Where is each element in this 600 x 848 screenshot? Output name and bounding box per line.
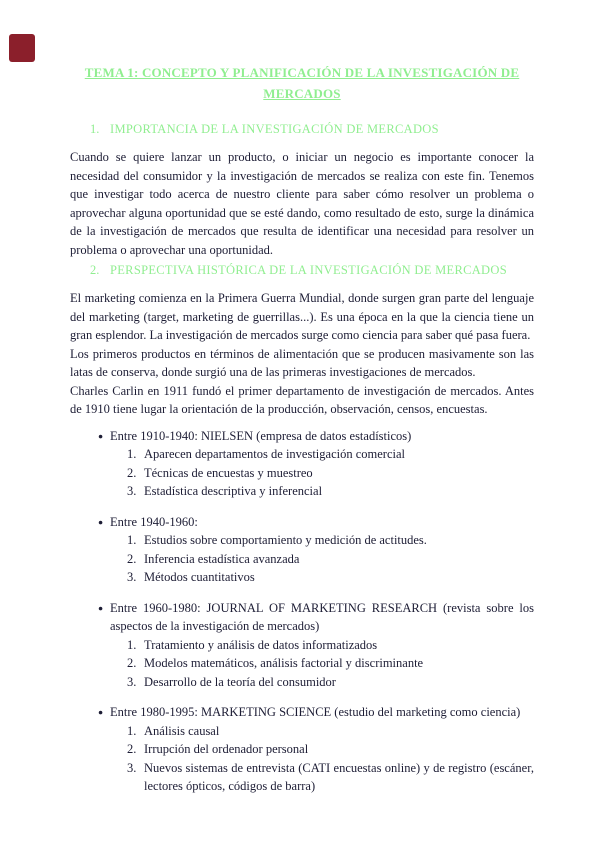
item-text: Modelos matemáticos, análisis factorial y discriminante [144, 656, 424, 670]
numbered-item [70, 654, 534, 673]
item-text: Análisis causal [144, 723, 220, 738]
item-number: 1. [127, 637, 137, 652]
item-number: 2. [127, 656, 137, 670]
item-text: Aparecen departamentos de investigación comercial [144, 447, 405, 461]
item-number: 3. [127, 484, 137, 498]
section-heading-2 [70, 261, 534, 279]
section-heading-1 [70, 120, 534, 138]
item-text: Estudios sobre comportamiento y medición de actitudes. [144, 533, 427, 547]
corner-annotation-mark [9, 34, 35, 62]
period-label-row [70, 599, 534, 636]
section-heading-text: PERSPECTIVA HISTÓRICA DE LA INVESTIGACIÓN DE MERCADOS [110, 263, 507, 277]
numbered-item [70, 550, 534, 569]
item-text: Nuevos sistemas de entrevista (CATI encuestas online) y de registro (escáner, lectores ópticos, códigos de barra) [144, 760, 534, 793]
history-paragraphs [70, 289, 534, 419]
section-number: 1. [90, 122, 100, 136]
period-label: Entre 1940-1960: [110, 514, 198, 529]
bullet-icon: ● [98, 516, 104, 527]
numbered-item [70, 568, 534, 587]
numbered-item [70, 531, 534, 550]
numbered-item [70, 445, 534, 464]
document-title [70, 62, 534, 104]
period-label: Entre 1910-1940: NIELSEN (empresa de datos estadísticos) [110, 428, 412, 443]
item-number: 2. [127, 465, 137, 480]
numbered-item [70, 636, 534, 655]
item-text: Tratamiento y análisis de datos informatizados [144, 637, 378, 652]
item-text: Irrupción del ordenador personal [144, 742, 309, 756]
paragraph-history-1: El marketing comienza en la Primera Guerra Mundial, donde surgen gran parte del lenguaje del marketing (target, marketing de guerrillas...). Es una época en la que la ciencia tiene un gran esplendor. La investigación de mercados surge como ciencia para saber qué pasa fuera. [70, 291, 534, 342]
paragraph-intro: Cuando se quiere lanzar un producto, o iniciar un negocio es importante conocer la necesidad del consumidor y la investigación de mercados se realiza con este fin. Tenemos que investigar todo acerca de nuestro cliente para saber cómo resolver un problema o aprovechar alguna oportunidad que se esté dando, como resultado de esto, surge la dinámica de la investigación de mercados que resulta de identificar una necesidad para resolver un problema o aprovechar una oportunidad. [70, 150, 534, 257]
period-label: Entre 1960-1980: JOURNAL OF MARKETING RESEARCH (revista sobre los aspectos de la investigación de mercados) [110, 600, 534, 633]
period-label-row [70, 427, 534, 446]
item-number: 1. [127, 447, 137, 461]
document-title-line-2: MERCADOS [263, 86, 341, 101]
period-label-row [70, 513, 534, 532]
document-title-line-1: TEMA 1: CONCEPTO Y PLANIFICACIÓN DE LA INVESTIGACIÓN DE [84, 65, 520, 80]
item-number: 3. [127, 570, 137, 584]
item-number: 2. [127, 742, 137, 756]
timeline-period-1940-1960 [70, 513, 534, 587]
item-number: 1. [127, 533, 137, 547]
item-number: 3. [127, 760, 137, 775]
numbered-item [70, 722, 534, 741]
numbered-item [70, 482, 534, 501]
item-number: 2. [127, 551, 137, 566]
timeline-period-1980-1995 [70, 703, 534, 796]
bullet-icon: ● [98, 602, 104, 613]
numbered-item [70, 740, 534, 759]
period-label: Entre 1980-1995: MARKETING SCIENCE (estudio del marketing como ciencia) [110, 705, 521, 719]
numbered-item [70, 464, 534, 483]
numbered-item [70, 759, 534, 796]
section-number: 2. [90, 263, 100, 277]
item-text: Técnicas de encuestas y muestreo [144, 465, 313, 480]
timeline-period-1910-1940 [70, 427, 534, 501]
item-text: Métodos cuantitativos [144, 570, 255, 584]
section-heading-text: IMPORTANCIA DE LA INVESTIGACIÓN DE MERCADOS [110, 122, 439, 136]
paragraph-history-2: Los primeros productos en términos de alimentación que se producen masivamente son las latas de conserva, donde surgió una de las primeras investigaciones de mercados. [70, 346, 534, 379]
numbered-item [70, 673, 534, 692]
bullet-icon: ● [98, 430, 104, 441]
item-text: Desarrollo de la teoría del consumidor [144, 674, 336, 689]
item-text: Inferencia estadística avanzada [144, 551, 300, 566]
period-label-row [70, 703, 534, 722]
item-text: Estadística descriptiva y inferencial [144, 484, 323, 498]
bullet-icon: ● [98, 707, 104, 717]
paragraph-history-3: Charles Carlin en 1911 fundó el primer departamento de investigación de mercados. Antes de 1910 tiene lugar la orientación de la producción, observación, censos, encuestas. [70, 383, 534, 416]
timeline-period-1960-1980 [70, 599, 534, 692]
item-number: 1. [127, 723, 137, 738]
item-number: 3. [127, 674, 137, 689]
